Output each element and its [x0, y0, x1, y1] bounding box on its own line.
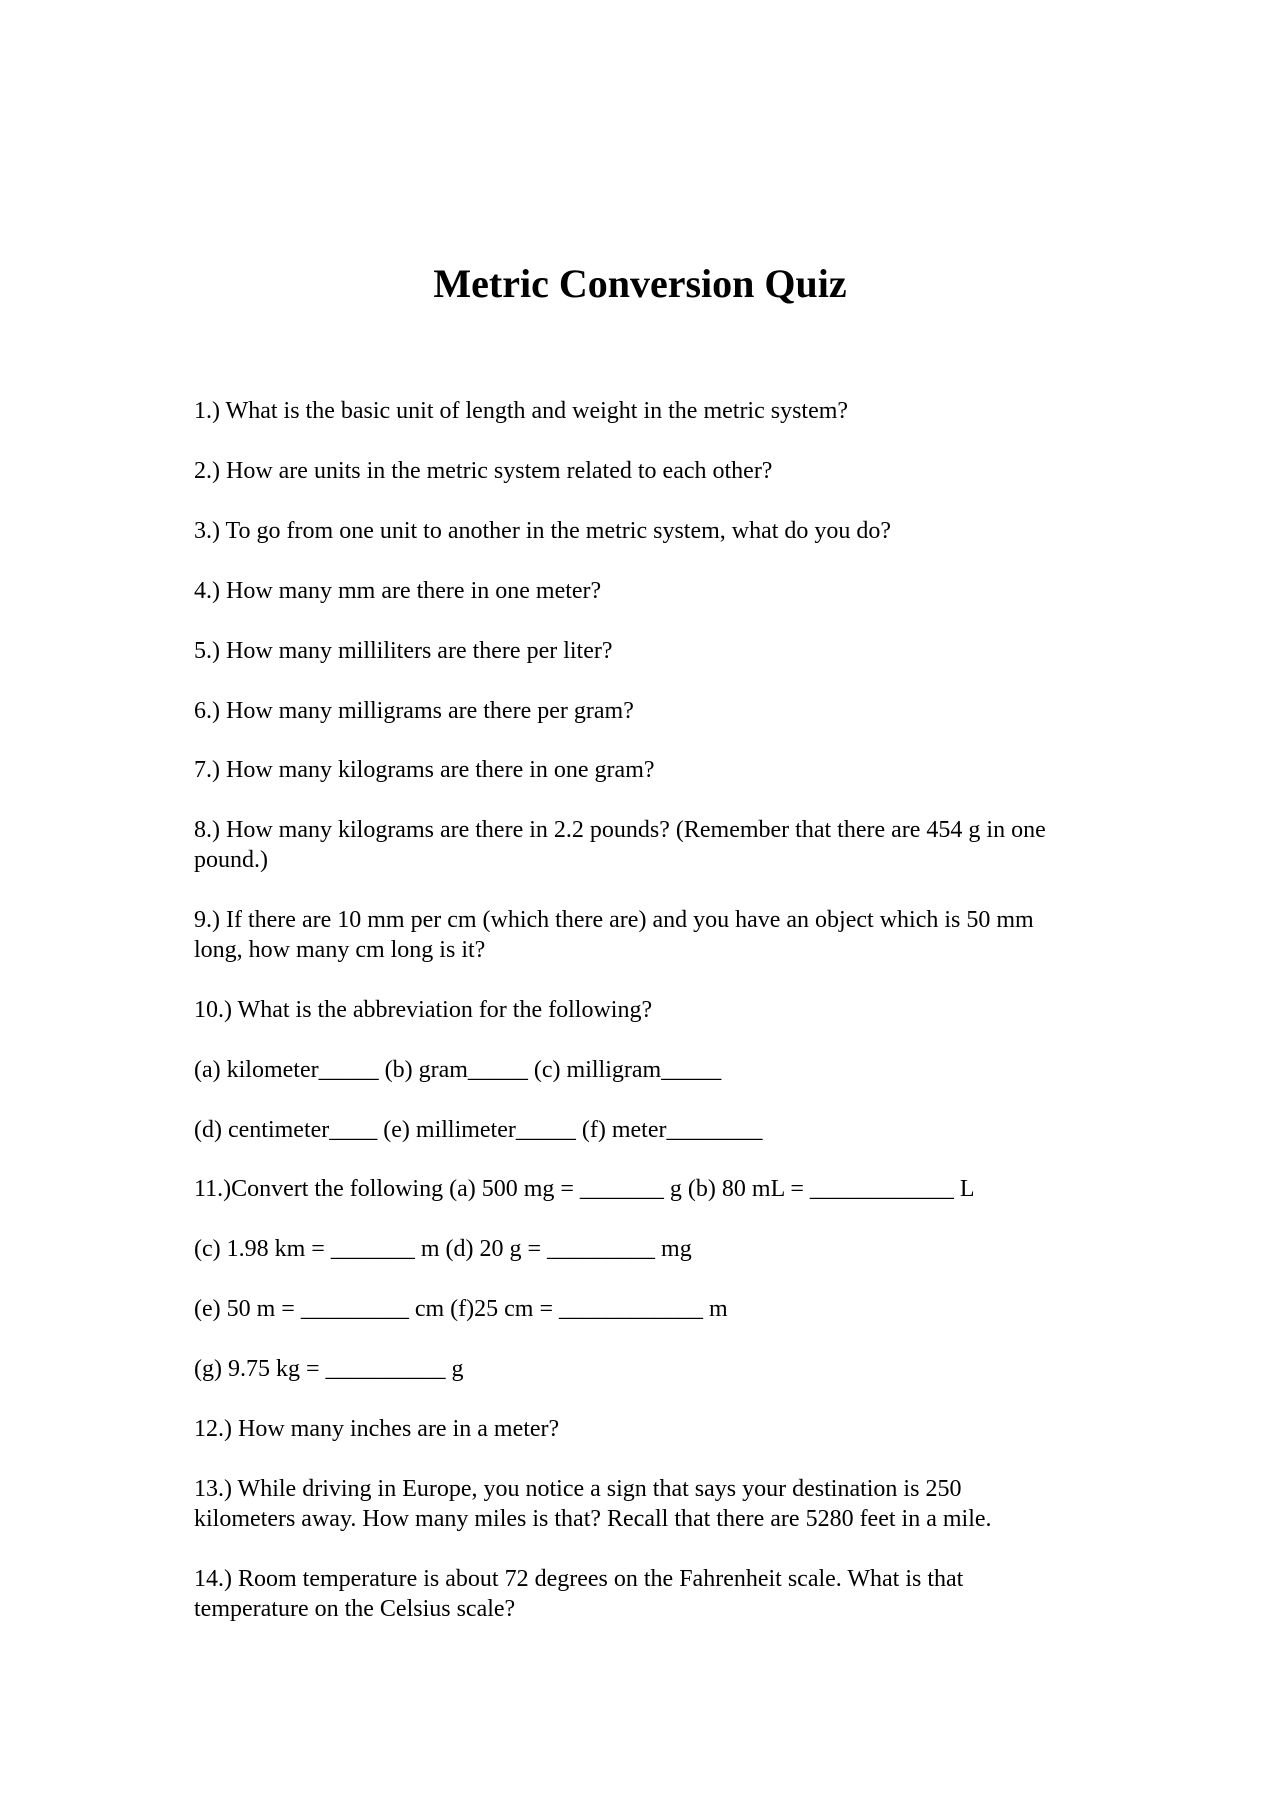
question-8: 8.) How many kilograms are there in 2.2 pounds? (Remember that there are 454 g in one	[194, 817, 1046, 843]
question-9-cont: long, how many cm long is it?	[194, 937, 486, 963]
question-6: 6.) How many milligrams are there per gram?	[194, 698, 634, 724]
question-4: 4.) How many mm are there in one meter?	[194, 578, 602, 604]
question-13: 13.) While driving in Europe, you notice a sign that says your destination is 250	[194, 1476, 962, 1502]
question-3: 3.) To go from one unit to another in the metric system, what do you do?	[194, 518, 892, 544]
question-14-cont: temperature on the Celsius scale?	[194, 1596, 516, 1622]
question-2: 2.) How are units in the metric system related to each other?	[194, 458, 773, 484]
question-10-def: (d) centimeter____ (e) millimeter_____ (f) meter________	[194, 1117, 763, 1143]
question-11: 11.)Convert the following (a) 500 mg = _______ g (b) 80 mL = ____________ L	[194, 1176, 975, 1202]
question-11-g: (g) 9.75 kg = __________ g	[194, 1356, 464, 1382]
question-10-abc: (a) kilometer_____ (b) gram_____ (c) milligram_____	[194, 1057, 722, 1083]
question-5: 5.) How many milliliters are there per liter?	[194, 638, 613, 664]
question-7: 7.) How many kilograms are there in one gram?	[194, 757, 655, 783]
question-1: 1.) What is the basic unit of length and weight in the metric system?	[194, 398, 849, 424]
question-9: 9.) If there are 10 mm per cm (which there are) and you have an object which is 50 mm	[194, 907, 1034, 933]
question-8-cont: pound.)	[194, 847, 268, 873]
question-14: 14.) Room temperature is about 72 degrees on the Fahrenheit scale. What is that	[194, 1566, 964, 1592]
question-11-cd: (c) 1.98 km = _______ m (d) 20 g = _________ mg	[194, 1236, 692, 1262]
page-title: Metric Conversion Quiz	[433, 261, 847, 306]
question-10: 10.) What is the abbreviation for the following?	[194, 997, 653, 1023]
question-13-cont: kilometers away. How many miles is that? Recall that there are 5280 feet in a mile.	[194, 1506, 992, 1532]
question-11-ef: (e) 50 m = _________ cm (f)25 cm = ____________ m	[194, 1296, 728, 1322]
question-12: 12.) How many inches are in a meter?	[194, 1416, 560, 1442]
